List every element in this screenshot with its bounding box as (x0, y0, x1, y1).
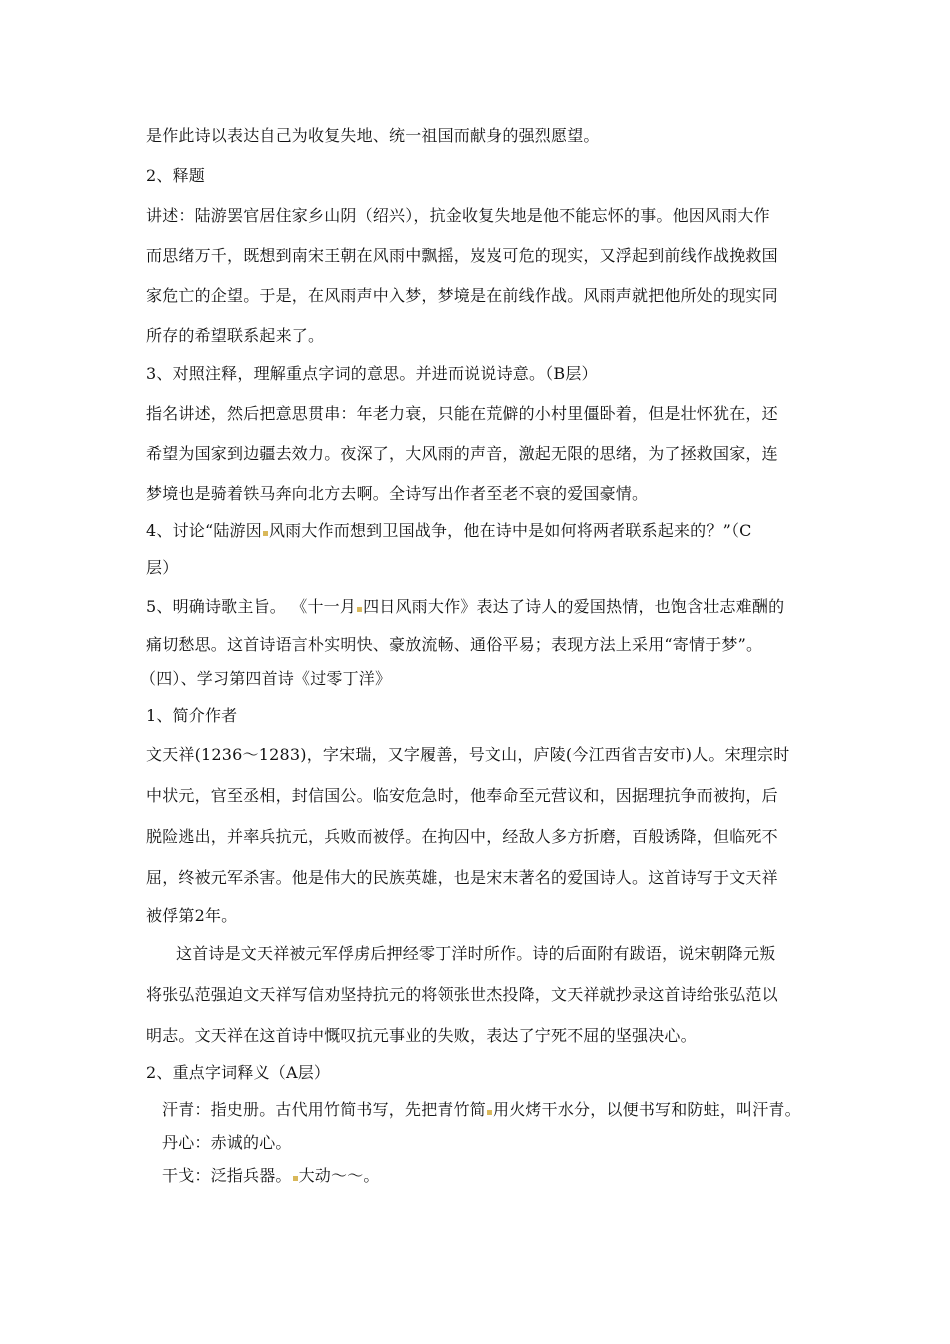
text-segment: 干戈：泛指兵器。 (162, 1166, 292, 1185)
text-segment: 汗青：指史册。古代用竹简书写，先把青竹简 (162, 1100, 487, 1119)
author-line: 脱险逃出，并率兵抗元，兵败而被俘。在拘囚中，经敌人多方折磨，百般诱降，但临死不 (146, 827, 778, 846)
paragraph-line: 希望为国家到边疆去效力。夜深了，大风雨的声音，激起无限的思绪，为了拯救国家，连 (146, 444, 778, 463)
background-line: 这首诗是文天祥被元军俘虏后押经零丁洋时所作。诗的后面附有跋语，说宋朝降元叛 (176, 944, 776, 963)
heading-annotation-task: 3、对照注释，理解重点字词的意思。并进而说说诗意。（B层） (146, 364, 598, 383)
paragraph-line: 层） (146, 558, 179, 577)
paragraph-line: 指名讲述，然后把意思贯串：年老力衰，只能在荒僻的小村里僵卧着，但是壮怀犹在，还 (146, 404, 778, 423)
author-line: 屈，终被元军杀害。他是伟大的民族英雄，也是宋末著名的爱国诗人。这首诗写于文天祥 (146, 868, 778, 887)
background-line: 将张弘范强迫文天祥写信劝坚持抗元的将领张世杰投降，文天祥就抄录这首诗给张弘范以 (146, 985, 778, 1004)
author-line: 文天祥(1236～1283)，字宋瑞，又字履善，号文山，庐陵(今江西省吉安市)人。宋理宗时 (146, 745, 790, 764)
paragraph-line: 痛切愁思。这首诗语言朴实明快、豪放流畅、通俗平易；表现方法上采用“寄情于梦”。 (146, 635, 763, 654)
paragraph-line: 而思绪万千，既想到南宋王朝在风雨中飘摇，岌岌可危的现实，又浮起到前线作战挽救国 (146, 246, 778, 265)
highlight-mark (293, 1176, 298, 1181)
subheading-author: 1、简介作者 (146, 706, 238, 725)
paragraph-line: 梦境也是骑着铁马奔向北方去啊。全诗写出作者至老不衰的爱国豪情。 (146, 484, 649, 503)
text-segment: 5、明确诗歌主旨。 《十一月 (146, 597, 357, 616)
paragraph-line: 是作此诗以表达自己为收复失地、统一祖国而献身的强烈愿望。 (146, 126, 600, 145)
discussion-question (146, 521, 816, 541)
text-segment: 大动～～。 (298, 1166, 380, 1185)
highlight-mark (487, 1110, 492, 1115)
highlight-mark (263, 531, 268, 536)
section-heading: （四）、学习第四首诗《过零丁洋》 (140, 669, 392, 688)
heading-explain-title: 2、释题 (146, 166, 205, 185)
subheading-glossary: 2、重点字词释义（A层） (146, 1063, 331, 1082)
gloss-hanqing (162, 1100, 832, 1120)
gloss-gange (162, 1166, 832, 1186)
text-segment: 用火烤干水分，以便书写和防蛀，叫汗青。 (493, 1100, 801, 1119)
text-segment: 四日风雨大作》表达了诗人的爱国热情，也饱含壮志难酬的 (363, 597, 785, 616)
gloss-danxin: 丹心：赤诚的心。 (162, 1133, 292, 1152)
text-segment: 4、讨论“陆游因 (146, 521, 262, 540)
paragraph-line: 家危亡的企望。于是，在风雨声中入梦，梦境是在前线作战。风雨声就把他所处的现实同 (146, 286, 778, 305)
theme-statement (146, 597, 816, 617)
author-line: 中状元，官至丞相，封信国公。临安危急时，他奉命至元营议和，因据理抗争而被拘，后 (146, 786, 778, 805)
background-line: 明志。文天祥在这首诗中慨叹抗元事业的失败，表达了宁死不屈的坚强决心。 (146, 1026, 697, 1045)
paragraph-line: 讲述：陆游罢官居住家乡山阴（绍兴），抗金收复失地是他不能忘怀的事。他因风雨大作 (146, 206, 770, 225)
paragraph-line: 所存的希望联系起来了。 (146, 326, 325, 345)
text-segment: 风雨大作而想到卫国战争，他在诗中是如何将两者联系起来的？”（C (268, 521, 752, 540)
highlight-mark (357, 607, 362, 612)
author-line: 被俘第2年。 (146, 906, 238, 925)
